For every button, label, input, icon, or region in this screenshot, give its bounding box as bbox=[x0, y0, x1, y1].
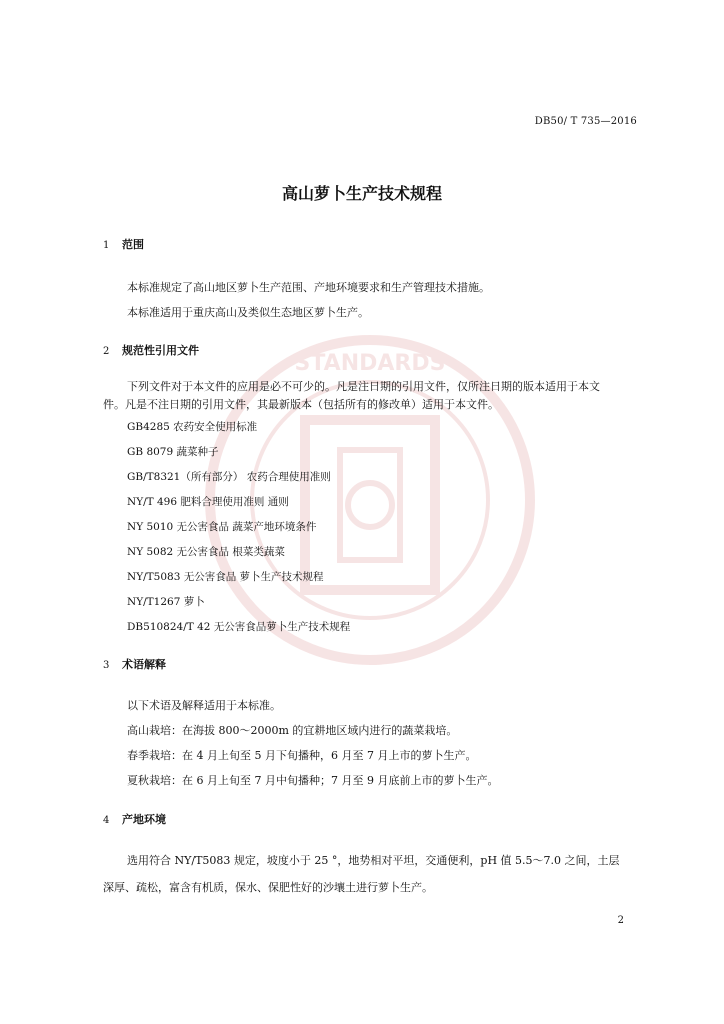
reference-item: GB4285 农药安全使用标准 bbox=[127, 421, 258, 433]
paragraph: 选用符合 NY/T5083 规定，坡度小于 25 °，地势相对平坦，交通便利，pH 值 5.5～7.0 之间，土层 bbox=[127, 854, 620, 867]
section-number: 1 bbox=[103, 240, 110, 251]
paragraph: 高山栽培：在海拔 800～2000m 的宜耕地区域内进行的蔬菜栽培。 bbox=[127, 724, 458, 737]
page-number: 2 bbox=[617, 915, 624, 926]
paragraph: 本标准适用于重庆高山及类似生态地区萝卜生产。 bbox=[127, 306, 369, 319]
reference-item: GB/T8321（所有部分） 农药合理使用准则 bbox=[127, 471, 331, 483]
svg-text:STANDARDS: STANDARDS bbox=[294, 351, 446, 376]
paragraph: 本标准规定了高山地区萝卜生产范围、产地环境要求和生产管理技术措施。 bbox=[127, 281, 490, 294]
section-heading-2 bbox=[103, 342, 199, 358]
reference-item: NY 5082 无公害食品 根菜类蔬菜 bbox=[127, 546, 285, 558]
reference-item: NY/T1267 萝卜 bbox=[127, 596, 205, 608]
section-heading-3 bbox=[103, 656, 166, 672]
paragraph: 春季栽培：在 4 月上旬至 5 月下旬播种，6 月至 7 月上市的萝卜生产。 bbox=[127, 749, 477, 762]
reference-item: GB 8079 蔬菜种子 bbox=[127, 446, 219, 458]
section-heading-1 bbox=[103, 236, 144, 252]
reference-item: NY 5010 无公害食品 蔬菜产地环境条件 bbox=[127, 521, 317, 533]
reference-item: DB510824/T 42 无公害食品萝卜生产技术规程 bbox=[127, 621, 351, 633]
paragraph: 以下术语及解释适用于本标准。 bbox=[127, 699, 281, 712]
section-heading-4 bbox=[103, 811, 166, 827]
paragraph: 件。凡是不注日期的引用文件，其最新版本（包括所有的修改单）适用于本文件。 bbox=[103, 398, 499, 411]
section-title: 规范性引用文件 bbox=[122, 344, 199, 357]
paragraph: 深厚、疏松，富含有机质，保水、保肥性好的沙壤土进行萝卜生产。 bbox=[103, 881, 433, 894]
document-code: DB50/ T 735—2016 bbox=[534, 116, 637, 127]
section-number: 3 bbox=[103, 660, 110, 671]
reference-item: NY/T 496 肥料合理使用准则 通则 bbox=[127, 496, 289, 508]
page-title: 高山萝卜生产技术规程 bbox=[281, 184, 442, 203]
section-number: 4 bbox=[103, 815, 110, 826]
section-title: 范围 bbox=[122, 238, 144, 251]
section-title: 术语解释 bbox=[122, 658, 166, 671]
paragraph: 下列文件对于本文件的应用是必不可少的。凡是注日期的引用文件，仅所注日期的版本适用于本文 bbox=[127, 380, 600, 393]
section-title: 产地环境 bbox=[122, 813, 166, 826]
section-number: 2 bbox=[103, 346, 110, 357]
reference-item: NY/T5083 无公害食品 萝卜生产技术规程 bbox=[127, 571, 324, 583]
paragraph: 夏秋栽培：在 6 月上旬至 7 月中旬播种；7 月至 9 月底前上市的萝卜生产。 bbox=[127, 774, 499, 787]
